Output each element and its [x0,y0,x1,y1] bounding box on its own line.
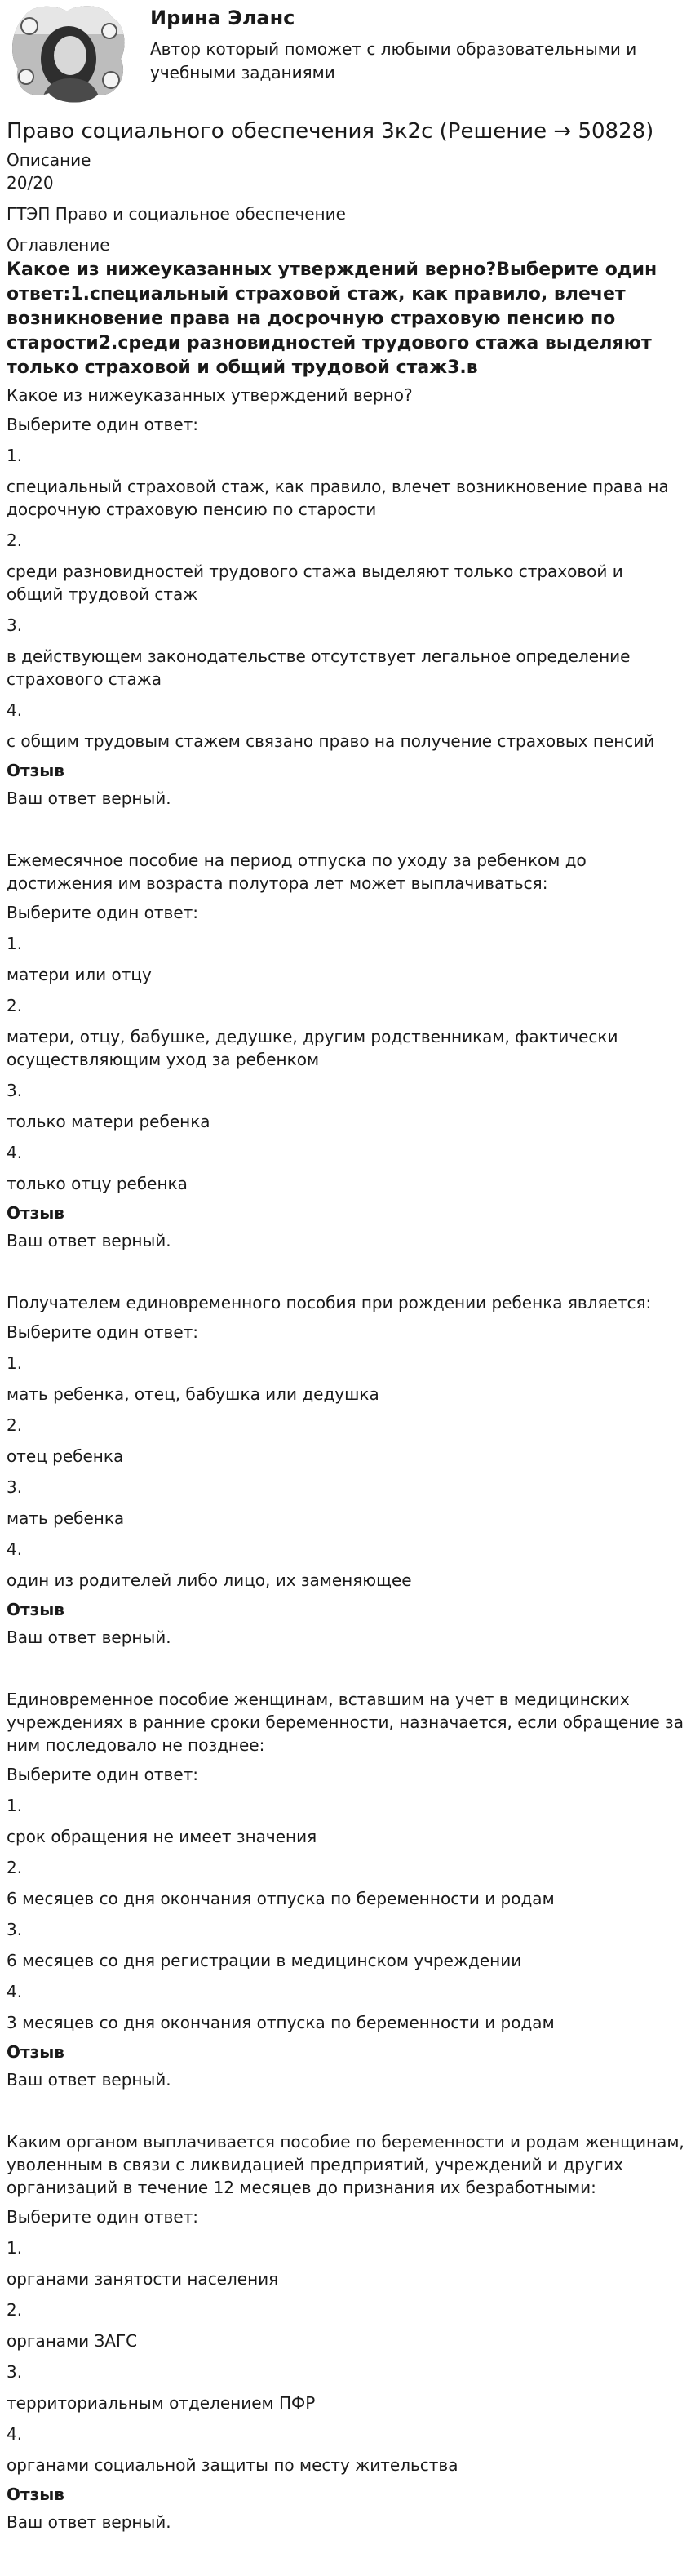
feedback-label: Отзыв [7,761,64,780]
option-number: 4. [7,2424,23,2444]
option-number: 1. [7,934,23,953]
question-text: Каким органом выплачивается пособие по беременности и родам женщинам, уволенным в связи с ликвидацией предприятий, учреждений и других организаций в течение 12 месяцев до признания их безработными: [7,2132,684,2197]
option-number: 1. [7,2238,23,2258]
question-block [7,1291,684,1649]
select-label: Выберите один ответ: [7,1322,199,1342]
question-block [7,849,684,1252]
option-number: 4. [7,1143,23,1162]
option-text: в действующем законодательстве отсутствует легальное определение страхового стажа [7,646,631,689]
author-name: Ирина Эланс [150,7,295,29]
question-block [7,384,684,810]
feedback-label: Отзыв [7,1600,64,1619]
feedback-label: Отзыв [7,2485,64,2504]
option-number: 3. [7,1920,23,1939]
option-text: отец ребенка [7,1446,124,1466]
toc-heading: Какое из нижеуказанных утверждений верно?Выберите один ответ:1.специальный страховой стаж, как правило, влечет возникновение права на досрочную страховую пенсию по старости2.среди разновидностей трудового стажа выделяют только страховой и общий трудовой стаж3.в [7,260,658,378]
question-text: Получателем единовременного пособия при рождении ребенка является: [7,1293,652,1312]
score-value: 20/20 [7,173,54,193]
question-block [7,2130,684,2534]
option-number: 2. [7,531,23,550]
option-number: 3. [7,1081,23,1100]
feedback-label: Отзыв [7,1203,64,1223]
option-number: 3. [7,1477,23,1497]
option-text: органами занятости населения [7,2269,279,2289]
page-title: Право социального обеспечения 3к2с (Решение → 50828) [7,119,654,144]
option-text: только отцу ребенка [7,1174,188,1193]
select-label: Выберите один ответ: [7,903,199,922]
question-block [7,1688,684,2091]
feedback-text: Ваш ответ верный. [7,1628,171,1647]
description-label: Описание [7,150,91,170]
option-text: матери или отцу [7,965,152,984]
author-info [150,5,640,85]
author-card [7,0,684,111]
option-number: 1. [7,1353,23,1373]
option-number: 2. [7,996,23,1015]
author-avatar [8,2,129,106]
option-number: 2. [7,2300,23,2320]
option-number: 2. [7,1415,23,1435]
feedback-text: Ваш ответ верный. [7,2070,171,2090]
feedback-label: Отзыв [7,2042,64,2062]
select-label: Выберите один ответ: [7,2207,199,2227]
option-text: с общим трудовым стажем связано право на получение страховых пенсий [7,731,655,751]
feedback-text: Ваш ответ верный. [7,1231,171,1250]
feedback-text: Ваш ответ верный. [7,788,171,808]
option-number: 1. [7,1796,23,1815]
feedback-text: Ваш ответ верный. [7,2512,171,2532]
option-text: 6 месяцев со дня регистрации в медицинском учреждении [7,1951,522,1970]
question-text: Какое из нижеуказанных утверждений верно? [7,385,413,405]
option-text: 3 месяцев со дня окончания отпуска по беременности и родам [7,2013,555,2032]
option-text: мать ребенка [7,1508,125,1528]
option-number: 4. [7,1982,23,2001]
option-text: органами ЗАГС [7,2331,138,2351]
option-text: только матери ребенка [7,1112,210,1131]
option-number: 2. [7,1858,23,1877]
option-number: 3. [7,2362,23,2382]
meta-block [7,149,684,256]
question-text: Ежемесячное пособие на период отпуска по уходу за ребенком до достижения им возраста полутора лет может выплачиваться: [7,851,587,893]
option-text: один из родителей либо лицо, их заменяющее [7,1570,412,1590]
option-text: срок обращения не имеет значения [7,1827,317,1846]
option-text: 6 месяцев со дня окончания отпуска по беременности и родам [7,1889,555,1908]
option-number: 4. [7,700,23,720]
option-text: матери, отцу, бабушке, дедушке, другим родственникам, фактически осуществляющим уход за ребенком [7,1027,618,1069]
option-number: 1. [7,446,23,465]
option-text: органами социальной защиты по месту жительства [7,2455,458,2475]
select-label: Выберите один ответ: [7,415,199,434]
option-text: среди разновидностей трудового стажа выделяют только страховой и общий трудовой стаж [7,562,623,604]
option-number: 3. [7,615,23,635]
question-text: Единовременное пособие женщинам, вставшим на учет в медицинских учреждениях в ранние сроки беременности, назначается, если обращение за ним последовало не позднее: [7,1690,684,1755]
option-text: специальный страховой стаж, как правило, влечет возникновение права на досрочную страховую пенсию по старости [7,477,669,519]
subject-label: ГТЭП Право и социальное обеспечение [7,204,346,224]
option-number: 4. [7,1539,23,1559]
option-text: территориальным отделением ПФР [7,2393,316,2413]
option-text: мать ребенка, отец, бабушка или дедушка [7,1384,379,1404]
toc-label: Оглавление [7,235,110,255]
author-description: Автор который поможет с любыми образовательными и учебными заданиями [150,39,637,82]
select-label: Выберите один ответ: [7,1765,199,1784]
